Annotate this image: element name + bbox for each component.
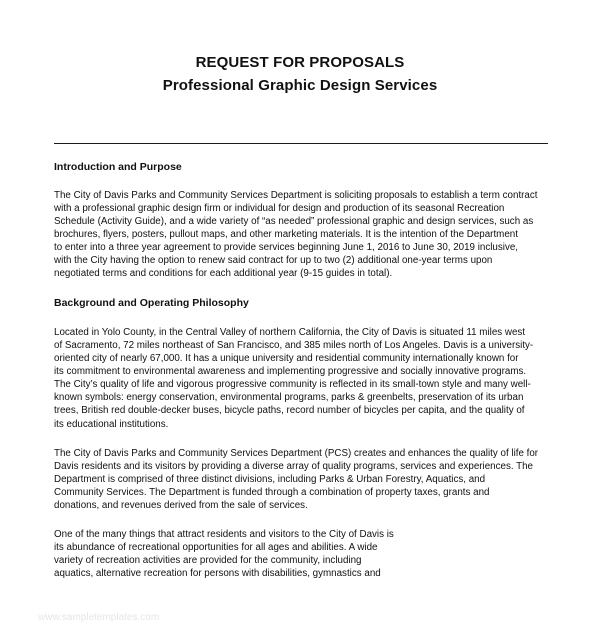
title-divider	[54, 143, 548, 144]
paragraph-line: variety of recreation activities are provided for the community, including	[54, 555, 362, 566]
document-subtitle: Professional Graphic Design Services	[162, 77, 438, 94]
paragraph-line: trees, British red double-decker buses, bicycle paths, record number of bicycles per capita, and the quality of	[54, 405, 525, 416]
paragraph-line: its educational institutions.	[54, 419, 169, 430]
paragraph-line: known symbols: energy conservation, environmental programs, parks & greenbelts, preservation of its urban	[54, 392, 524, 403]
paragraph-line: donations, and revenues derived from the sale of services.	[54, 500, 308, 511]
paragraph-line: to enter into a three year agreement to provide services beginning June 1, 2016 to June 30, 2019 inclusive,	[54, 242, 519, 253]
paragraph-line: Community Services. The Department is funded through a combination of property taxes, grants and	[54, 487, 490, 498]
paragraph-line: brochures, flyers, posters, pullout maps, and other marketing materials. It is the intention of the Department	[54, 229, 518, 240]
paragraph-line: Located in Yolo County, in the Central Valley of northern California, the City of Davis is situated 11 miles west	[54, 327, 526, 338]
paragraph-line: its abundance of recreational opportunities for all ages and abilities. A wide	[54, 542, 378, 553]
document-title: REQUEST FOR PROPOSALS	[195, 54, 405, 71]
paragraph-line: Schedule (Activity Guide), and a wide variety of “as needed” professional graphic and design services, such as	[54, 216, 534, 227]
paragraph-line: with a professional graphic design firm or individual for design and production of its seasonal Recreation	[54, 203, 505, 214]
paragraph-line: negotiated terms and conditions for each additional year (9-15 guides in total).	[54, 268, 393, 279]
paragraph-line: The City of Davis Parks and Community Services Department is soliciting proposals to establish a term contract	[54, 190, 538, 201]
paragraph-line: The City of Davis Parks and Community Services Department (PCS) creates and enhances the quality of life for	[54, 448, 539, 459]
section-heading-background: Background and Operating Philosophy	[54, 297, 249, 309]
paragraph-line: with the City having the option to renew said contract for up to two (2) additional one-year terms upon	[54, 255, 493, 266]
paragraph-line: Department is comprised of three distinct divisions, including Parks & Urban Forestry, Aquatics, and	[54, 474, 486, 485]
paragraph-line: its commitment to environmental awareness and implementing progressive and socially innovative programs.	[54, 366, 527, 377]
paragraph-line: oriented city of nearly 67,000. It has a unique university and residential community internationally known for	[54, 353, 519, 364]
paragraph-line: of Sacramento, 72 miles northeast of San Francisco, and 385 miles north of Los Angeles. Davis is a university-	[54, 340, 534, 351]
paragraph-line: aquatics, alternative recreation for persons with disabilities, gymnastics and	[54, 568, 381, 579]
paragraph-line: One of the many things that attract residents and visitors to the City of Davis is	[54, 529, 394, 540]
watermark: www.sampletemplates.com	[38, 612, 160, 623]
paragraph-line: Davis residents and its visitors by providing a diverse array of quality programs, services and experiences. The	[54, 461, 533, 472]
section-heading-intro: Introduction and Purpose	[54, 161, 182, 173]
paragraph-line: The City’s quality of life and vigorous progressive community is reflected in its small-town style and many well-	[54, 379, 531, 390]
